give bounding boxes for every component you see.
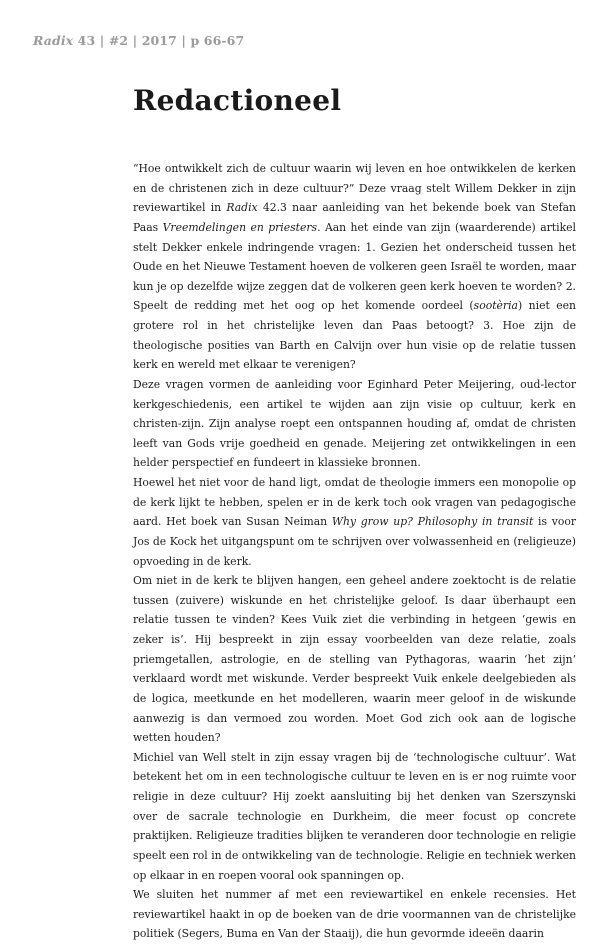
journal-name: Radix: [33, 33, 74, 48]
text-run: Hoewel het niet voor de hand ligt, omdat de theologie immers een monopolie op de kerk lijkt te hebben, spelen er in de kerk toch ook vragen van pedagogische aard. Het boek van Susan Neiman: [133, 476, 576, 529]
text-run: Om niet in de kerk te blijven hangen, een geheel andere zoektocht is de relatie tussen (zuivere) wiskunde en het christelijke geloof. Is daar überhaupt een relatie tussen te vinden? Kees Vuik ziet die verbinding in hetgeen ‘gewis en zeker is’. Hij bespreekt in zijn essay voorbeelden van deze relatie, zoals priemgetallen, astrologie, en de stelling van Pythagoras, waarin ‘het zijn’ verklaard wordt met wiskunde. Verder bespreekt Vuik enkele deelgebieden als de logica, meetkunde en het modelleren, waarin meer geloof in de wiskunde aanwezig is dan vermoed zou worden. Moet God zich ook aan de logische wetten houden?: [133, 574, 576, 745]
text-run: We sluiten het nummer af met een reviewartikel en enkele recensies. Het reviewartikel haakt in op de boeken van de drie voormannen van de christelijke politiek (Segers, Buma en Van der Staaij), die hun gevormde ideeën daarin: [133, 888, 576, 941]
italic-text: Vreemdelingen en priesters: [162, 220, 318, 234]
running-head: [33, 33, 244, 48]
paragraph: [133, 375, 576, 473]
text-run: ) niet een grotere rol in het christelijke leven dan Paas betoogt? 3. Hoe zijn de theologische posities van Barth en Calvijn over hun visie op de relatie tussen kerk en wereld met elkaar te verenigen?: [133, 299, 576, 372]
text-run: “Hoe ontwikkelt zich de cultuur waarin wij leven en hoe ontwikkelen de kerken en de christenen zich in deze cultuur?” Deze vraag stelt Willem Dekker in zijn reviewartikel in: [133, 162, 576, 215]
text-run: Deze vragen vormen de aanleiding voor Eginhard Peter Meijering, oud-lector kerkgeschiedenis, een artikel te wijden aan zijn visie op cultuur, kerk en christen-zijn. Zijn analyse roept een ontspannen houding af, omdat de christen leeft van Gods vrije goedheid en genade. Meijering zet ontwikkelingen in een helder perspectief en fundeert in klassieke bronnen.: [133, 377, 576, 470]
issue-details: 43 | #2 | 2017 | p 66-67: [77, 33, 245, 48]
text-run: 42.3 naar aanleiding van het bekende boek van Stefan Paas: [133, 201, 576, 234]
paragraph: [133, 473, 576, 571]
italic-text: Radix: [226, 201, 258, 215]
paragraph: [133, 159, 576, 375]
paragraph: [133, 571, 576, 748]
italic-text: sootèria: [473, 299, 518, 313]
article-body: [133, 159, 576, 944]
text-run: is voor Jos de Kock het uitgangspunt om te schrijven over volwassenheid en (religieuze) opvoeding in de kerk.: [133, 515, 576, 568]
paragraph: [133, 885, 576, 944]
text-run: Michiel van Well stelt in zijn essay vragen bij de ‘technologische cultuur’. Wat betekent het om in een technologische cultuur te leven en is er nog ruimte voor religie in deze cultuur? Hij zoekt aansluiting bij het denken van Szerszynski over de sacrale technologie en Durkheim, die meer focust op concrete praktijken. Religieuze tradities blijken te veranderen door technologie en religie speelt een rol in de ontwikkeling van de technologie. Religie en techniek werken op elkaar in en roepen vooral ook spanningen op.: [133, 750, 576, 882]
page-title: Redactioneel: [133, 84, 342, 117]
text-run: . Aan het einde van zijn (waarderende) artikel stelt Dekker enkele indringende vragen: 1. Gezien het onderscheid tussen het Oude en het Nieuwe Testament hoeven de volkeren geen Israël te worden, maar kun je op dezelfde wijze zeggen dat de volkeren geen kerk hoeven te worden? 2. Speelt de redding met het oog op het komende oordeel (: [133, 220, 576, 313]
italic-text: Why grow up? Philosophy in transit: [331, 515, 534, 529]
paragraph: [133, 748, 576, 885]
